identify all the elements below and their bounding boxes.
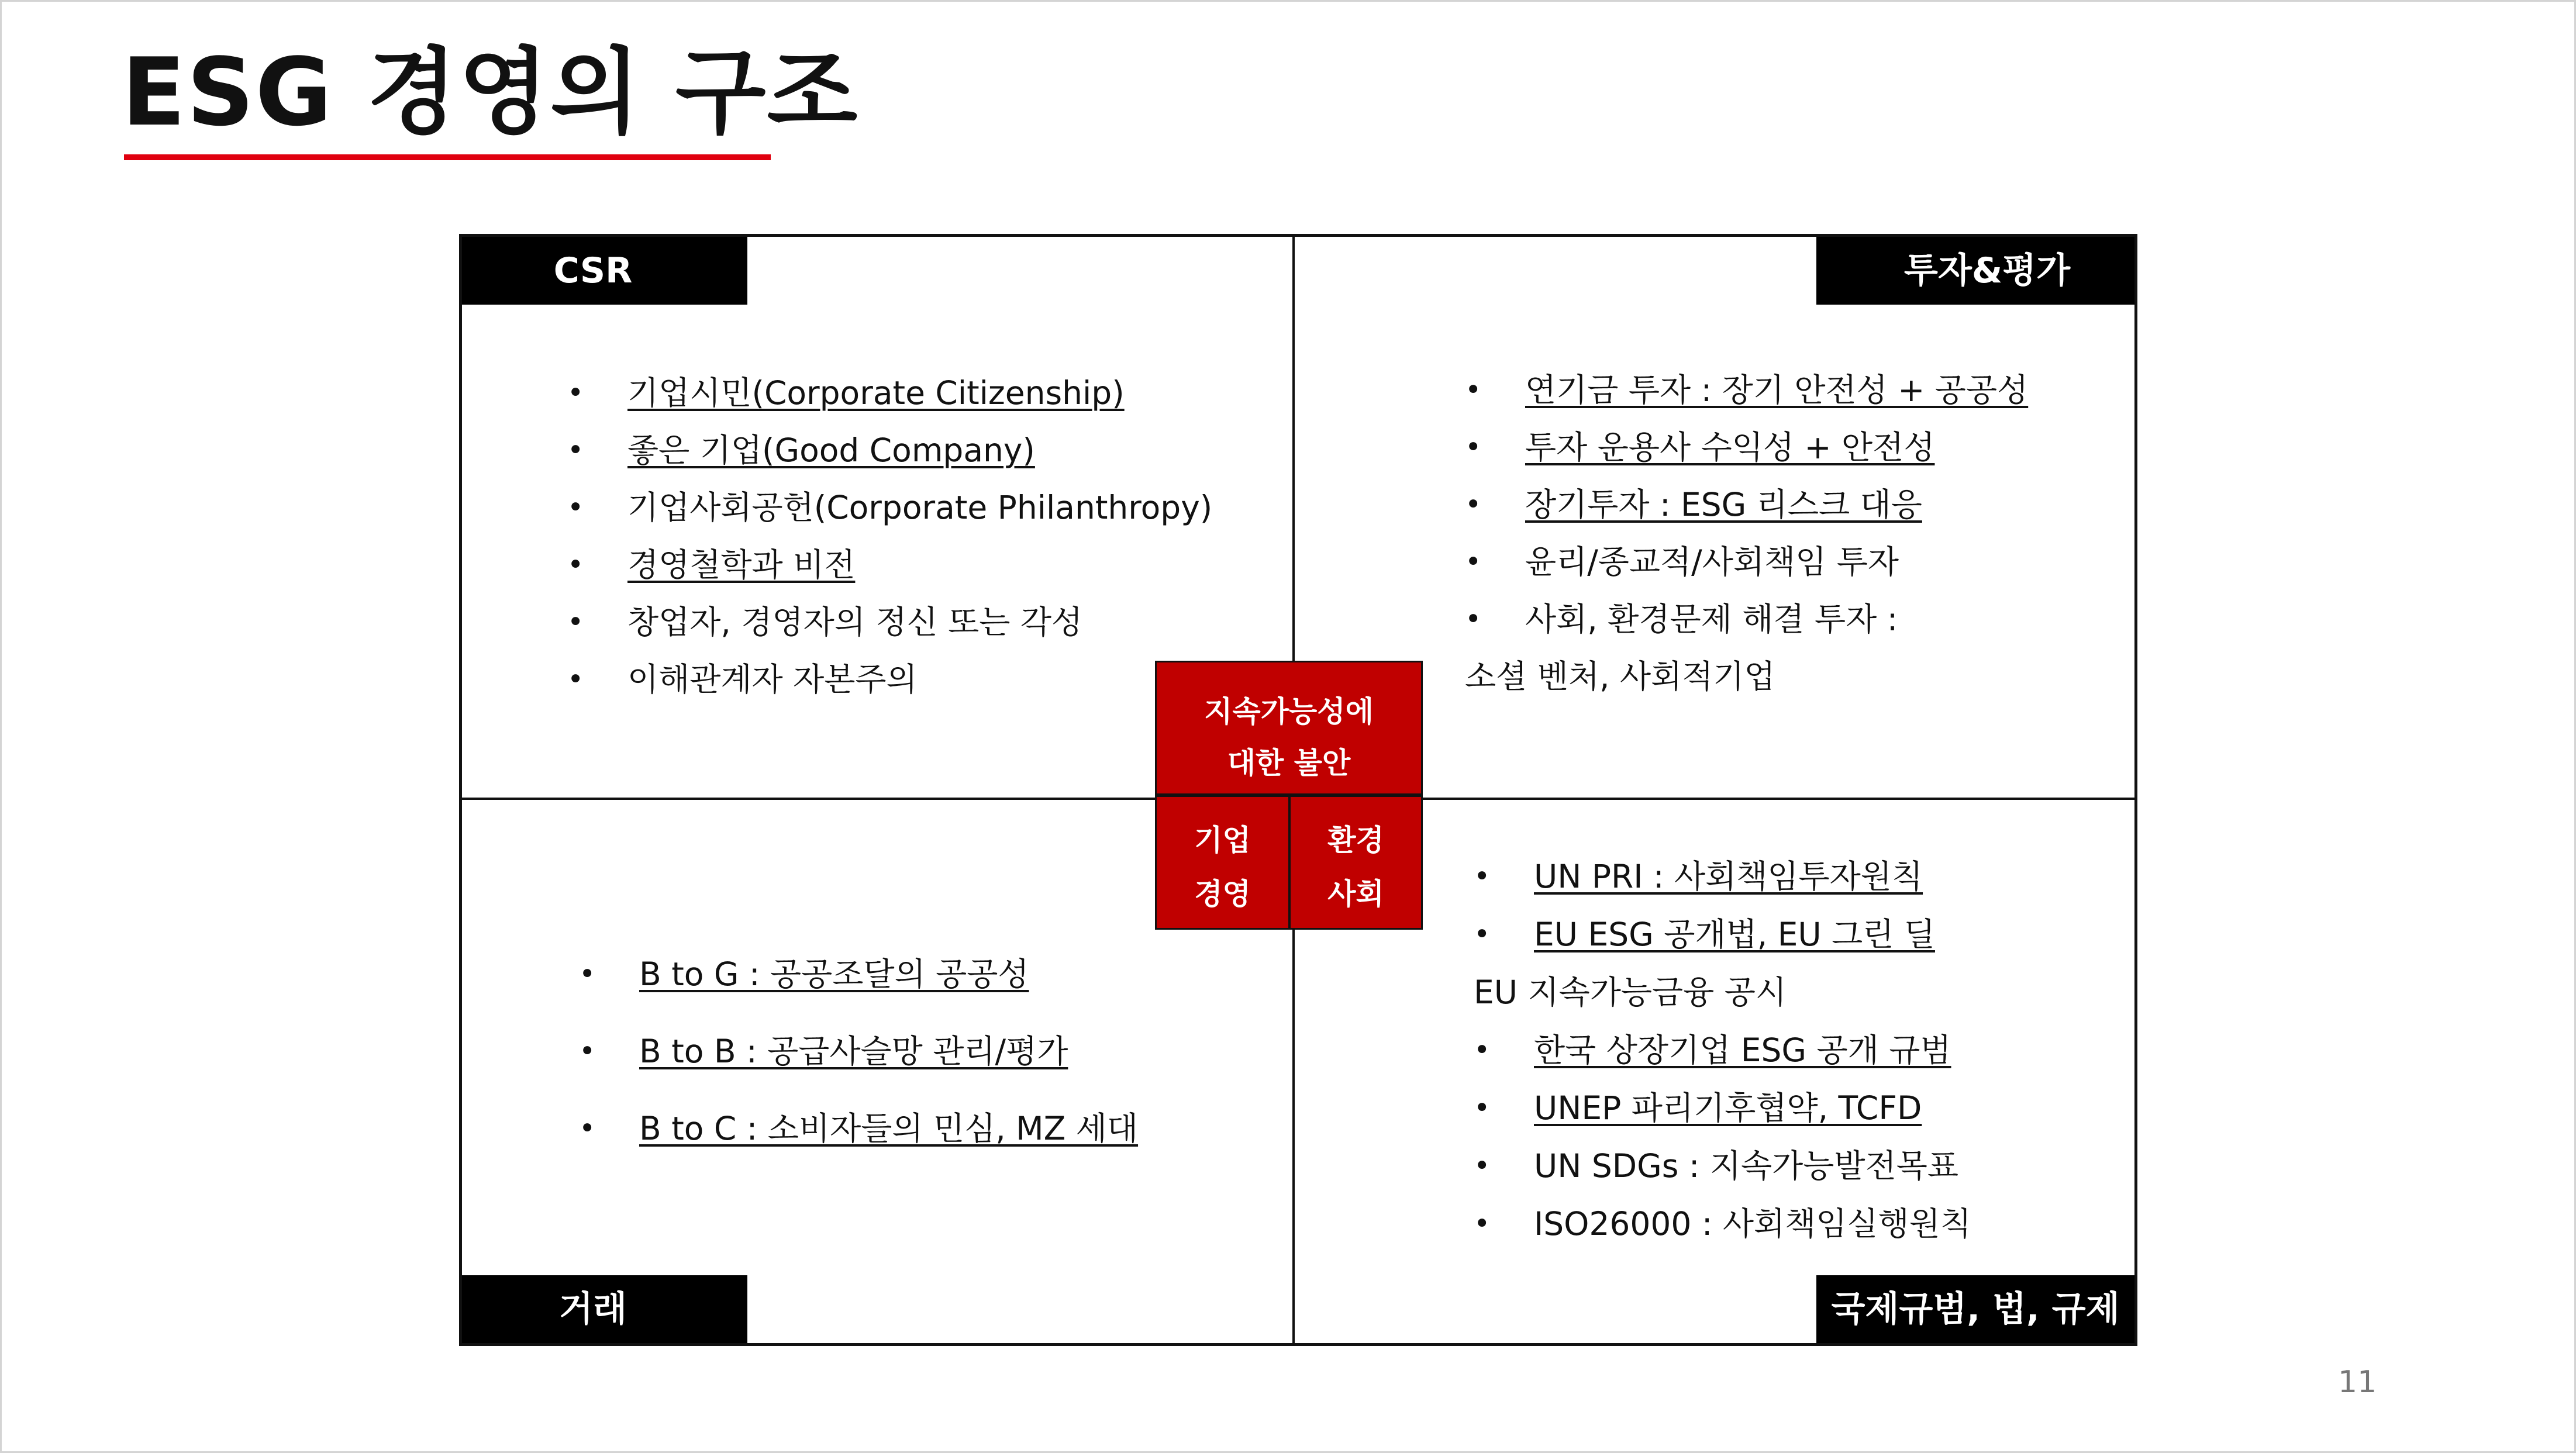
trade-label: 거래 — [462, 1275, 747, 1343]
list-item-continuation: EU 지속가능금융 공시 — [1474, 974, 1787, 1011]
list-item: • 투자 운용사 수익성 + 안전성 — [1465, 419, 2028, 476]
list-item: • 창업자, 경영자의 정신 또는 각성 — [567, 593, 1212, 651]
list-item-continuation: 소셜 벤처, 사회적기업 — [1465, 658, 1775, 695]
center-left-line1: 기업 — [1194, 823, 1251, 857]
title-underline — [124, 154, 771, 160]
environment-society-box — [1289, 795, 1423, 930]
list-item: • B to B : 공급사슬망 관리/평가 — [579, 1013, 1138, 1090]
list-item: • B to G : 공공조달의 공공성 — [579, 936, 1138, 1013]
investment-list — [1465, 361, 2028, 705]
list-item: • ISO26000 : 사회책임실행원칙 — [1474, 1195, 1971, 1253]
list-item: • B to C : 소비자들의 민심, MZ 세대 — [579, 1090, 1138, 1167]
center-right-line2: 사회 — [1327, 877, 1384, 911]
list-item: • EU ESG 공개법, EU 그린 딜 — [1474, 906, 1971, 964]
slide-title: ESG 경영의 구조 — [122, 37, 859, 147]
sustainability-anxiety-box — [1155, 661, 1423, 795]
investment-label: 투자&평가 — [1816, 237, 2134, 305]
list-item: • 연기금 투자 : 장기 안전성 + 공공성 — [1465, 361, 2028, 419]
list-item: • 기업사회공헌(Corporate Philanthropy) — [567, 479, 1212, 536]
international-list — [1474, 848, 1971, 1253]
center-top-line1: 지속가능성에 — [1204, 695, 1374, 729]
list-item: • 윤리/종교적/사회책임 투자 — [1465, 533, 2028, 591]
list-item: • 기업시민(Corporate Citizenship) — [567, 364, 1212, 422]
list-item: • 경영철학과 비전 — [567, 536, 1212, 593]
list-item: • 좋은 기업(Good Company) — [567, 422, 1212, 479]
list-item: • UN SDGs : 지속가능발전목표 — [1474, 1137, 1971, 1195]
list-item: • 사회, 환경문제 해결 투자 : — [1465, 591, 2028, 648]
page-number: 11 — [2338, 1365, 2377, 1400]
center-top-line2: 대한 불안 — [1227, 746, 1351, 780]
list-item: • 이해관계자 자본주의 — [567, 651, 1212, 708]
csr-list — [567, 364, 1212, 708]
list-item: • 한국 상장기업 ESG 공개 규범 — [1474, 1021, 1971, 1079]
corporate-management-box — [1155, 795, 1290, 930]
center-right-line1: 환경 — [1327, 823, 1384, 857]
international-label: 국제규범, 법, 규제 — [1816, 1275, 2134, 1343]
list-item: • UN PRI : 사회책임투자원칙 — [1474, 848, 1971, 906]
trade-list — [579, 936, 1138, 1167]
list-item: • 장기투자 : ESG 리스크 대응 — [1465, 476, 2028, 533]
list-item: • UNEP 파리기후협약, TCFD — [1474, 1079, 1971, 1137]
center-left-line2: 경영 — [1194, 877, 1251, 911]
csr-label: CSR — [462, 237, 747, 305]
